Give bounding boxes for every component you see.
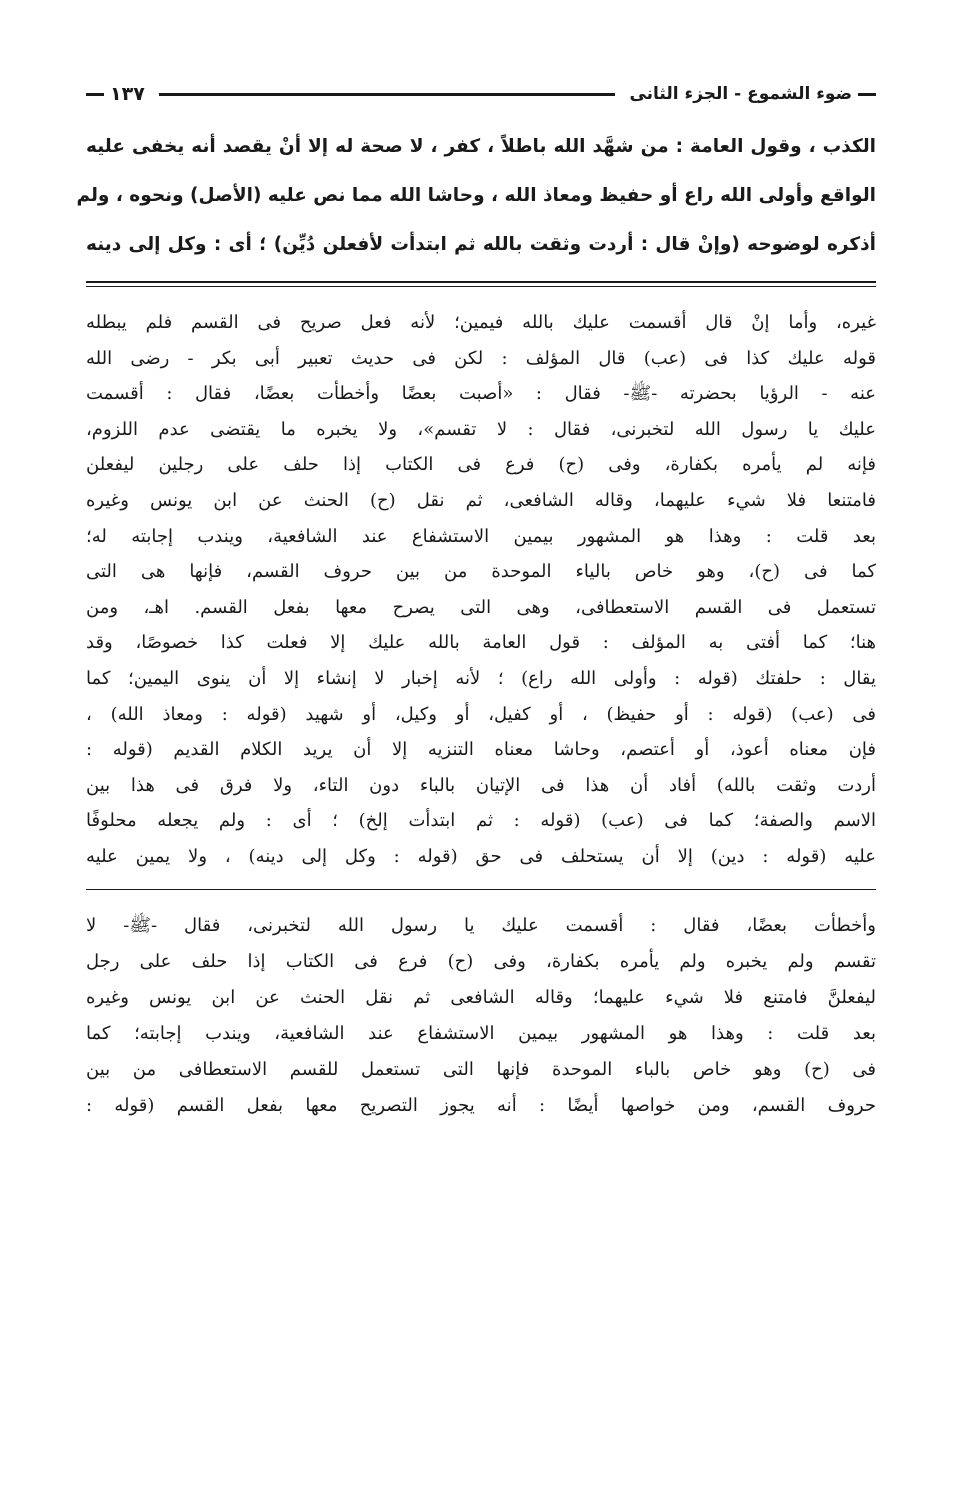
page-number: ١٣٧ [110,83,145,105]
sharh-line: فإنه لم يأمره بكفارة، وفى (ح) فرع فى الكتاب إذا حلف على رجلين ليفعلن [86,454,876,476]
sharh-line: عليه (قوله : دين) إلا أن يستحلف فى حق (قوله : وكل إلى دينه) ، ولا يمين عليه [86,845,876,867]
header-dash-left [86,93,104,96]
hashiya-line: تقسم ولم يخبره ولم يأمره بكفارة، وفى (ح) فرع فى الكتاب إذا حلف على رجل [86,950,876,972]
sharh-line: فى (عب) (قوله : أو حفيظ) ، أو كفيل، أو وكيل، أو شهيد (قوله : ومعاذ الله) ، [86,703,876,725]
sharh-line: بعد قلت : وهذا هو المشهور بيمين الاستشفاع عند الشافعية، ويندب إجابته له؛ [86,525,876,547]
hashiya-text [86,908,876,1124]
running-header [86,76,876,112]
hashiya-line: فى (ح) وهو خاص بالباء الموحدة فإنها التى تستعمل للقسم الاستعطافى من بين [86,1058,876,1080]
sharh-text [86,305,876,875]
hashiya-line: بعد قلت : وهذا هو المشهور بيمين الاستشفاع عند الشافعية، ويندب إجابته؛ كما [86,1022,876,1044]
book-page [76,76,876,1124]
sharh-line: هنا؛ كما أفتى به المؤلف : قول العامة بالله عليك إلا فعلت كذا خصوصًا، وقد [86,632,876,654]
matn-divider [86,281,876,287]
hashiya-line: وأخطأت بعضًا، فقال : أقسمت عليك يا رسول الله لتخبرنى، فقال -ﷺ- لا [86,914,876,936]
matn-line: أذكره لوضوحه (وإنْ قال : أردت وثقت بالله ثم ابتدأت لأفعلن دُيِّن) ؛ أى : وكل إلى دينه [86,234,876,255]
matn-line: الواقع وأولى الله راع أو حفيظ ومعاذ الله ، وحاشا الله مما نص عليه (الأصل) ونحوه ، ولم [76,185,876,206]
hashiya-line: حروف القسم، ومن خواصها أيضًا : أنه يجوز التصريح معها بفعل القسم (قوله : [86,1094,876,1116]
sharh-line: فامتنعا فلا شيء عليهما، وقاله الشافعى، ثم نقل (ح) الحنث عن ابن يونس وغيره [86,489,876,511]
sharh-line: قوله عليك كذا فى (عب) قال المؤلف : لكن فى حديث تعبير أبى بكر - رضى الله [86,347,876,369]
sharh-line: تستعمل فى القسم الاستعطافى، وهى التى يصرح معها بفعل القسم. اهـ، ومن [86,596,876,618]
sharh-line: غيره، وأما إنْ قال أقسمت عليك بالله فيمين؛ لأنه فعل صريح فى القسم فلم يبطله [86,312,876,333]
sharh-line: أردت وثقت بالله) أفاد أن هذا فى الإتيان بالباء دون التاء، ولا فرق فى هذا بين [86,774,876,796]
footnote-divider [86,889,876,890]
matn-line: الكذب ، وقول العامة : من شهَّد الله باطلاً ، كفر ، لا صحة له إلا أنْ يقصد أنه يخفى عليه [86,136,876,157]
hashiya-line: ليفعلنَّ فامتنع فلا شيء عليهما؛ وقاله الشافعى ثم نقل الحنث عن ابن يونس وغيره [86,986,876,1008]
matn-text [76,122,876,269]
sharh-line: عليك يا رسول الله لتخبرنى، فقال : لا تقسم»، ولا يخبره ما يقتضى عدم اللزوم، [86,418,876,440]
sharh-line: فإن معناه أعوذ، أو أعتصم، وحاشا معناه التنزيه إلا أن يريد الكلام القديم (قوله : [86,739,876,761]
sharh-line: كما فى (ح)، وهو خاص بالياء الموحدة من بين حروف القسم، فإنها هى التى [86,561,876,583]
sharh-line: الاسم والصفة؛ كما فى (عب) (قوله : ثم ابتدأت إلخ) ؛ أى : ولم يجعله محلوفًا [86,810,876,832]
header-title: ضوء الشموع - الجزء الثانى [629,84,852,104]
header-rule [159,93,616,96]
sharh-line: يقال : حلفتك (قوله : وأولى الله راع) ؛ لأنه إخبار لا إنشاء إلا أن ينوى اليمين؛ كما [86,667,876,689]
header-dash-right [858,93,876,96]
sharh-line: عنه - الرؤيا بحضرته -ﷺ- فقال : «أصبت بعضًا وأخطأت بعضًا، فقال : أقسمت [86,383,876,405]
